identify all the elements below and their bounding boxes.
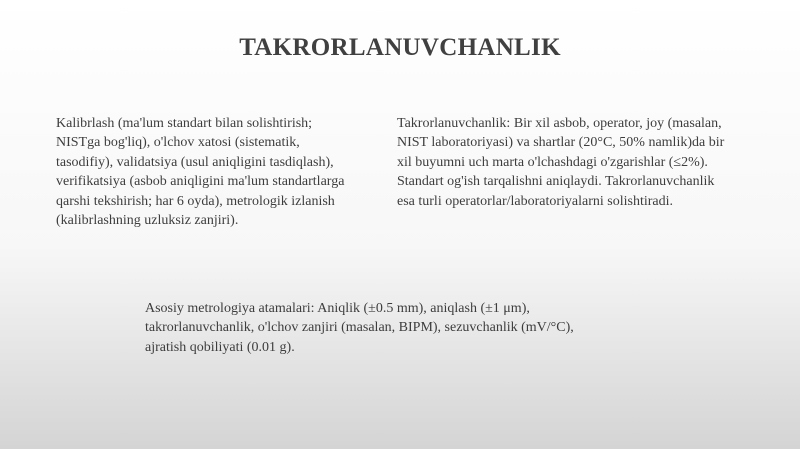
right-text-block bbox=[397, 114, 757, 211]
left-text-line: tasodifiy), validatsiya (usul aniqligini tasdiqlash), bbox=[56, 154, 334, 170]
bottom-text-line: Asosiy metrologiya atamalari: Aniqlik (±0.5 mm), aniqlash (±1 μm), bbox=[145, 301, 530, 316]
bottom-text-line: takrorlanuvchanlik, o'lchov zanjiri (masalan, BIPM), sezuvchanlik (mV/°C), bbox=[145, 320, 574, 336]
right-text-line: xil buyumni uch marta o'lchashdagi o'zgarishlar (≤2%). bbox=[397, 154, 708, 170]
left-text-line: NISTga bog'liq), o'lchov xatosi (sistematik, bbox=[56, 135, 300, 151]
bottom-text-block bbox=[145, 299, 645, 357]
left-text-block bbox=[56, 114, 374, 230]
right-text-line: esa turli operatorlar/laboratoriyalarni solishtiradi. bbox=[397, 193, 674, 209]
slide-title: TAKRORLANUVCHANLIK bbox=[239, 34, 561, 61]
left-text-line: (kalibrlashning uzluksiz zanjiri). bbox=[56, 213, 239, 229]
right-text-line: Takrorlanuvchanlik: Bir xil asbob, operator, joy (masalan, bbox=[397, 116, 722, 131]
right-text-line: Standart og'ish tarqalishni aniqlaydi. Takrorlanuvchanlik bbox=[397, 174, 715, 190]
left-text-line: Kalibrlash (ma'lum standart bilan solishtirish; bbox=[56, 116, 313, 131]
left-text-line: qarshi tekshirish; har 6 oyda), metrologik izlanish bbox=[56, 193, 335, 209]
bottom-text-line: ajratish qobiliyati (0.01 g). bbox=[145, 339, 295, 355]
left-text-line: verifikatsiya (asbob aniqligini ma'lum standartlarga bbox=[56, 174, 345, 190]
right-text-line: NIST laboratoriyasi) va shartlar (20°C, 50% namlik)da bir bbox=[397, 135, 725, 151]
